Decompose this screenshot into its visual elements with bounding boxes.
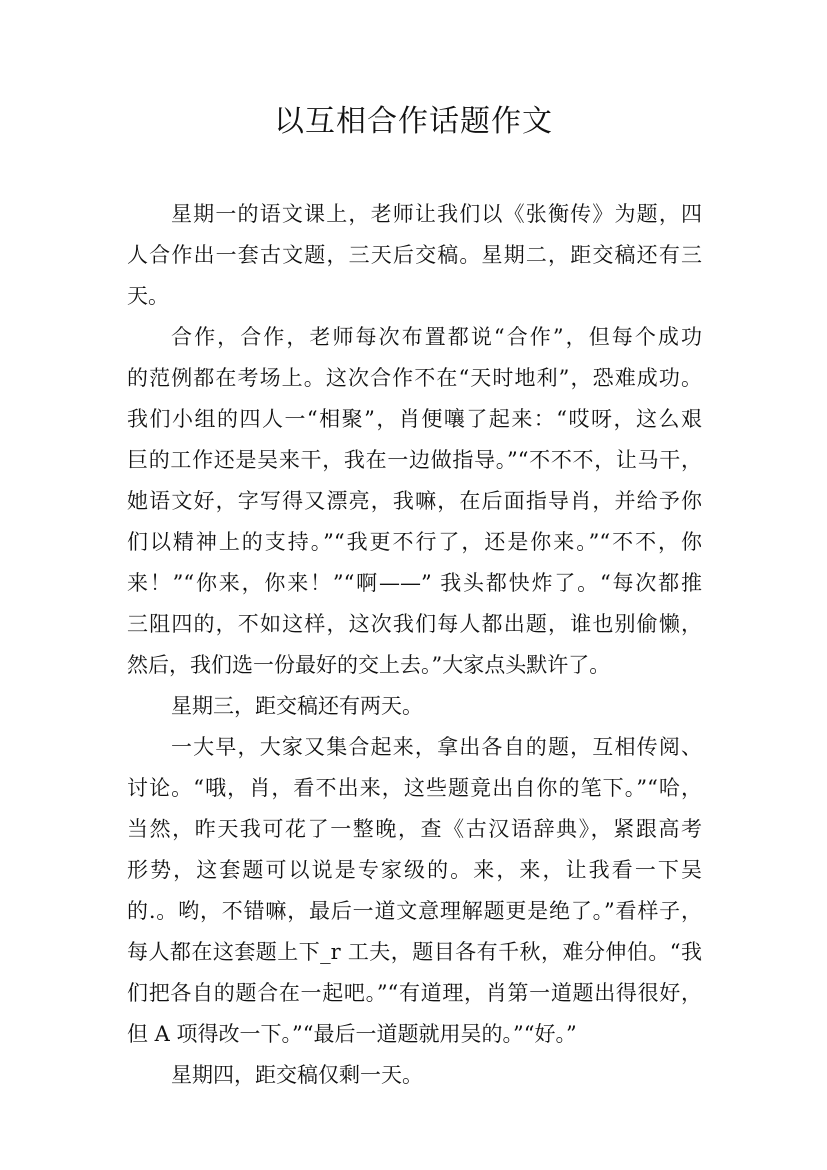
text-line: 当然，昨天我可花了一整晚，查《古汉语辞典》，紧跟高考 <box>127 817 702 841</box>
text-line: 但 A 项得改一下。”“最后一道题就用吴的。”“好。” <box>127 1022 577 1046</box>
text-line: 合作，合作，老师每次布置都说“合作”，但每个成功 <box>171 325 702 349</box>
text-line: 一大早，大家又集合起来，拿出各自的题，互相传阅、 <box>171 735 702 759</box>
document-title: 以互相合作话题作文 <box>274 104 553 139</box>
text-line: 星期一的语文课上，老师让我们以《张衡传》为题，四 <box>171 202 702 226</box>
text-line: 人合作出一套古文题，三天后交稿。星期二，距交稿还有三 <box>127 243 702 267</box>
text-line: 她语文好，字写得又漂亮，我嘛，在后面指导肖，并给予你 <box>127 489 702 513</box>
essay-body <box>127 194 702 1096</box>
text-line: 然后，我们选一份最好的交上去。”大家点头默许了。 <box>127 653 611 677</box>
text-line: 每人都在这套题上下_r 工夫，题目各有千秋，难分伸伯。“我 <box>127 940 702 964</box>
text-line: 们把各自的题合在一起吧。”“有道理，肖第一道题出得很好， <box>127 981 702 1005</box>
text-line: 天。 <box>127 284 169 308</box>
text-line: 的.。哟，不错嘛，最后一道文意理解题更是绝了。”看样子， <box>127 899 702 923</box>
text-line: 讨论。“哦，肖，看不出来，这些题竟出自你的笔下。”“哈， <box>127 776 702 800</box>
text-line: 星期三，距交稿还有两天。 <box>171 694 423 718</box>
text-line: 形势，这套题可以说是专家级的。来，来，让我看一下吴 <box>127 858 702 882</box>
text-line: 的范例都在考场上。这次合作不在“天时地利”，恐难成功。 <box>127 366 702 390</box>
text-line: 三阻四的，不如这样，这次我们每人都出题，谁也别偷懒， <box>127 612 702 636</box>
text-line: 们以精神上的支持。”“我更不行了，还是你来。”“不不，你 <box>127 530 702 554</box>
text-line: 星期四，距交稿仅剩一天。 <box>171 1063 423 1087</box>
text-line: 我们小组的四人一“相聚”，肖便嚷了起来：“哎呀，这么艰 <box>127 407 702 431</box>
text-line: 来！”“你来，你来！”“啊——” 我头都快炸了。“每次都推 <box>127 571 702 595</box>
text-line: 巨的工作还是吴来干，我在一边做指导。”“不不不，让马干， <box>127 448 702 472</box>
